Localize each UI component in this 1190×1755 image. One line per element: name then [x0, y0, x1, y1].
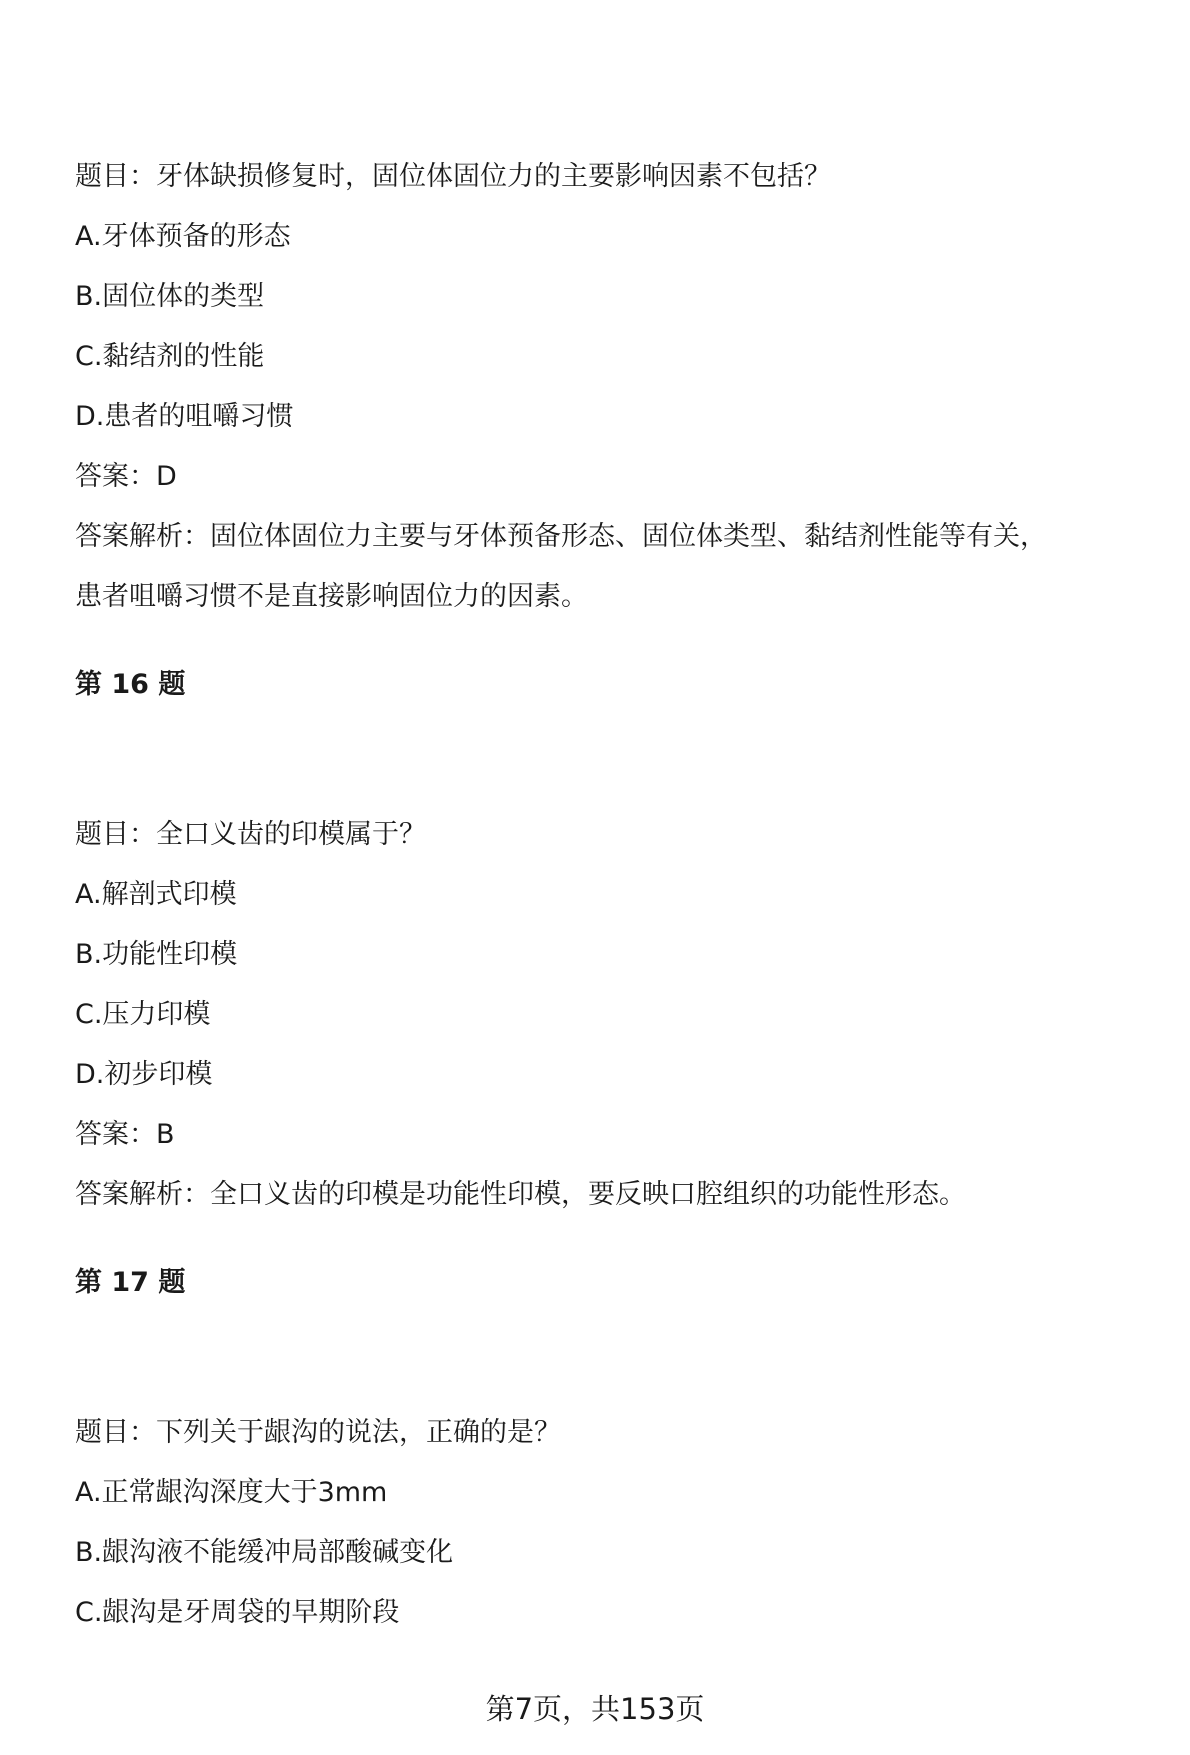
- option-b: B.固位体的类型: [75, 281, 265, 312]
- explanation-line: 患者咀嚼习惯不是直接影响固位力的因素。: [75, 581, 588, 612]
- option-b: B.龈沟液不能缓冲局部酸碱变化: [75, 1537, 454, 1568]
- answer: 答案：D: [75, 461, 177, 492]
- option-c: C.压力印模: [75, 999, 211, 1030]
- option-c: C.龈沟是牙周袋的早期阶段: [75, 1597, 400, 1628]
- answer: 答案：B: [75, 1119, 175, 1150]
- explanation-line: 答案解析：固位体固位力主要与牙体预备形态、固位体类型、黏结剂性能等有关，: [75, 521, 1047, 552]
- question-text: 题目：全口义齿的印模属于？: [75, 819, 426, 850]
- page-number: 第7页，共153页: [485, 1692, 705, 1726]
- option-a: A.牙体预备的形态: [75, 221, 291, 252]
- option-b: B.功能性印模: [75, 939, 238, 970]
- question-text: 题目：下列关于龈沟的说法，正确的是？: [75, 1417, 561, 1448]
- option-a: A.解剖式印模: [75, 879, 237, 910]
- explanation-line: 答案解析：全口义齿的印模是功能性印模，要反映口腔组织的功能性形态。: [75, 1179, 966, 1210]
- option-d: D.患者的咀嚼习惯: [75, 401, 294, 432]
- option-c: C.黏结剂的性能: [75, 341, 265, 372]
- option-d: D.初步印模: [75, 1059, 213, 1090]
- question-heading: 第 16 题: [75, 669, 186, 700]
- option-a: A.正常龈沟深度大于3mm: [75, 1477, 388, 1508]
- question-text: 题目：牙体缺损修复时，固位体固位力的主要影响因素不包括？: [75, 161, 831, 192]
- question-heading: 第 17 题: [75, 1267, 186, 1298]
